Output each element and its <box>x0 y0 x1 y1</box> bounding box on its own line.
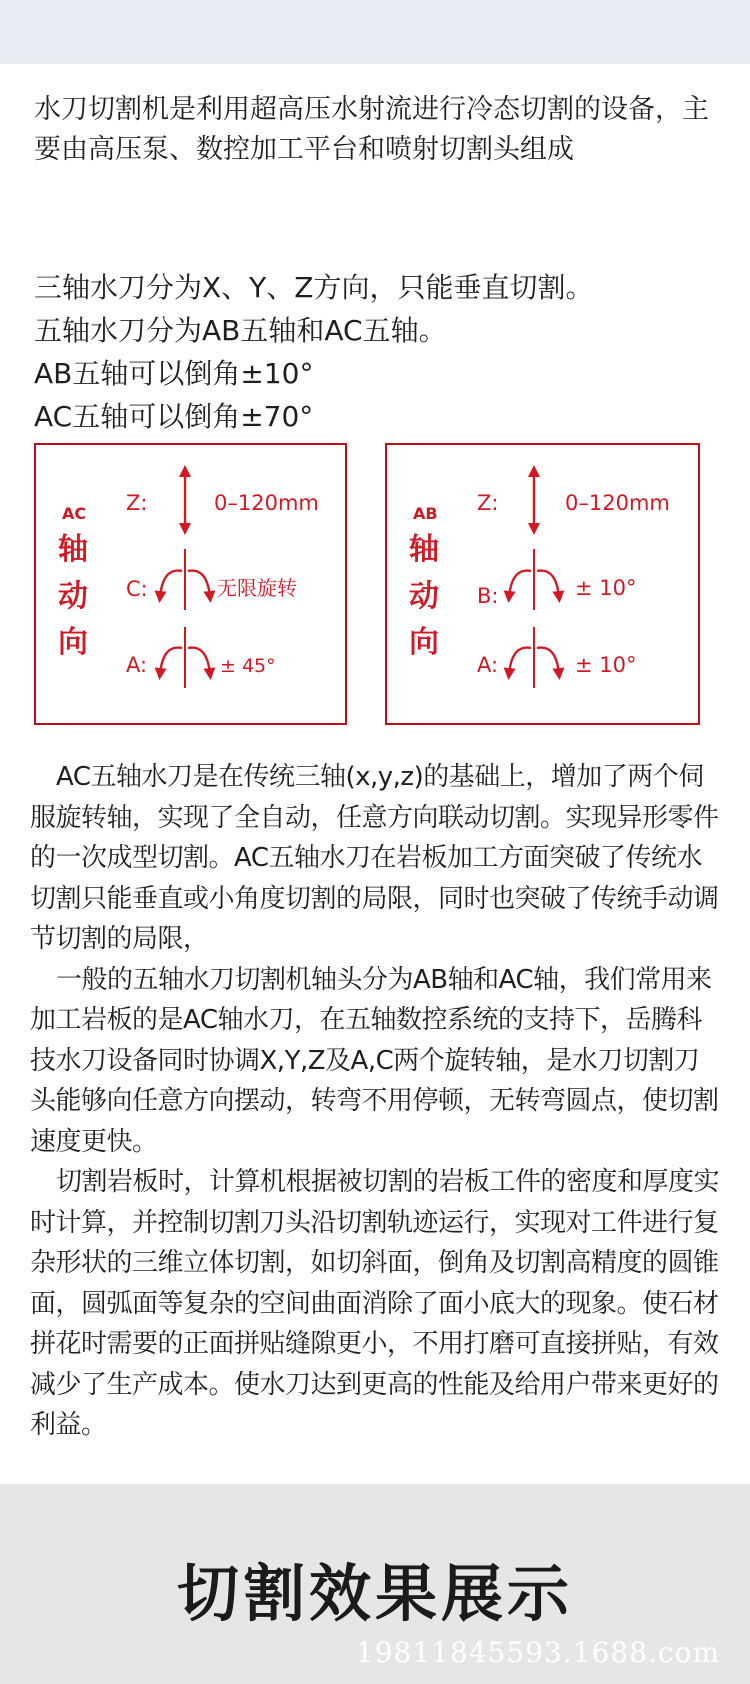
ac-a-rotation-icon <box>160 627 210 688</box>
paragraph: 一般的五轴水刀切割机轴头分为AB轴和AC轴，我们常用来加工岩板的是AC轴水刀，在五轴数控系统的支持下，岳腾科技水刀设备同时协调X,Y,Z及A,C两个旋转轴，是水刀切割刀头能够向任意方向摆动，转弯不用停顿，无转弯圆点，使切割速度更快。 <box>30 964 719 1157</box>
ac-a-value: ± 45° <box>220 655 276 677</box>
ab-a-value: ± 10° <box>575 653 637 677</box>
top-band <box>0 0 750 64</box>
section-footer <box>0 1484 750 1684</box>
ac-tag: AC <box>62 504 87 523</box>
intro-paragraph: 水刀切割机是利用超高压水射流进行冷态切割的设备，主要由高压泵、数控加工平台和喷射切割头组成 <box>34 94 709 165</box>
ac-c-rotation-icon <box>160 549 210 610</box>
ab-vertical-char: 轴 <box>409 532 439 567</box>
spec-list <box>34 266 593 438</box>
spec-line: 五轴水刀分为AB五轴和AC五轴。 <box>34 314 447 347</box>
ac-a-label: A: <box>126 653 148 677</box>
ac-z-value: 0–120mm <box>214 491 319 515</box>
ac-c-label: C: <box>126 577 148 601</box>
ab-a-label: A: <box>477 653 499 677</box>
ac-diagram-svg <box>36 445 345 723</box>
ac-vertical-char: 向 <box>58 625 88 660</box>
ab-a-rotation-icon <box>509 627 559 688</box>
section-title: 切割效果展示 <box>176 1557 573 1630</box>
ac-axis-diagram <box>34 443 347 725</box>
ab-vertical-char: 动 <box>409 579 439 614</box>
spec-line: 三轴水刀分为X、Y、Z方向，只能垂直切割。 <box>34 271 594 304</box>
paragraph: AC五轴水刀是在传统三轴(x,y,z)的基础上，增加了两个伺服旋转轴，实现了全自动，任意方向联动切割。实现异形零件的一次成型切割。AC五轴水刀在岩板加工方面突破了传统水切割只能垂直或小角度切割的局限，同时也突破了传统手动调节切割的局限， <box>30 762 719 954</box>
watermark: 19811845593.1688.com <box>355 1636 720 1669</box>
ab-z-label: Z: <box>477 491 499 515</box>
ab-tag: AB <box>413 504 438 523</box>
ab-axis-diagram <box>385 443 700 725</box>
ac-vertical-char: 动 <box>58 579 88 614</box>
ab-vertical-char: 向 <box>409 625 439 660</box>
paragraph: 切割岩板时，计算机根据被切割的岩板工件的密度和厚度实时计算，并控制切割刀头沿切割轨迹运行，实现对工件进行复杂形状的三维立体切割，如切斜面，倒角及切割高精度的圆锥面，圆弧面等复杂的空间曲面消除了面小底大的现象。使石材拼花时需要的正面拼贴缝隙更小，不用打磨可直接拼贴，有效减少了生产成本。使水刀达到更高的性能及给用户带来更好的利益。 <box>30 1167 720 1440</box>
ac-c-value: 无限旋转 <box>217 576 297 600</box>
ab-b-value: ± 10° <box>575 576 637 600</box>
spec-line: AC五轴可以倒角±70° <box>34 400 314 433</box>
ab-b-rotation-icon <box>509 549 559 610</box>
ac-z-label: Z: <box>126 491 148 515</box>
spec-line: AB五轴可以倒角±10° <box>34 357 314 390</box>
ab-b-label: B: <box>477 584 499 608</box>
ab-z-value: 0–120mm <box>565 491 670 515</box>
article-body <box>30 757 722 1446</box>
ac-vertical-char: 轴 <box>58 532 88 567</box>
ab-diagram-svg <box>387 445 698 723</box>
